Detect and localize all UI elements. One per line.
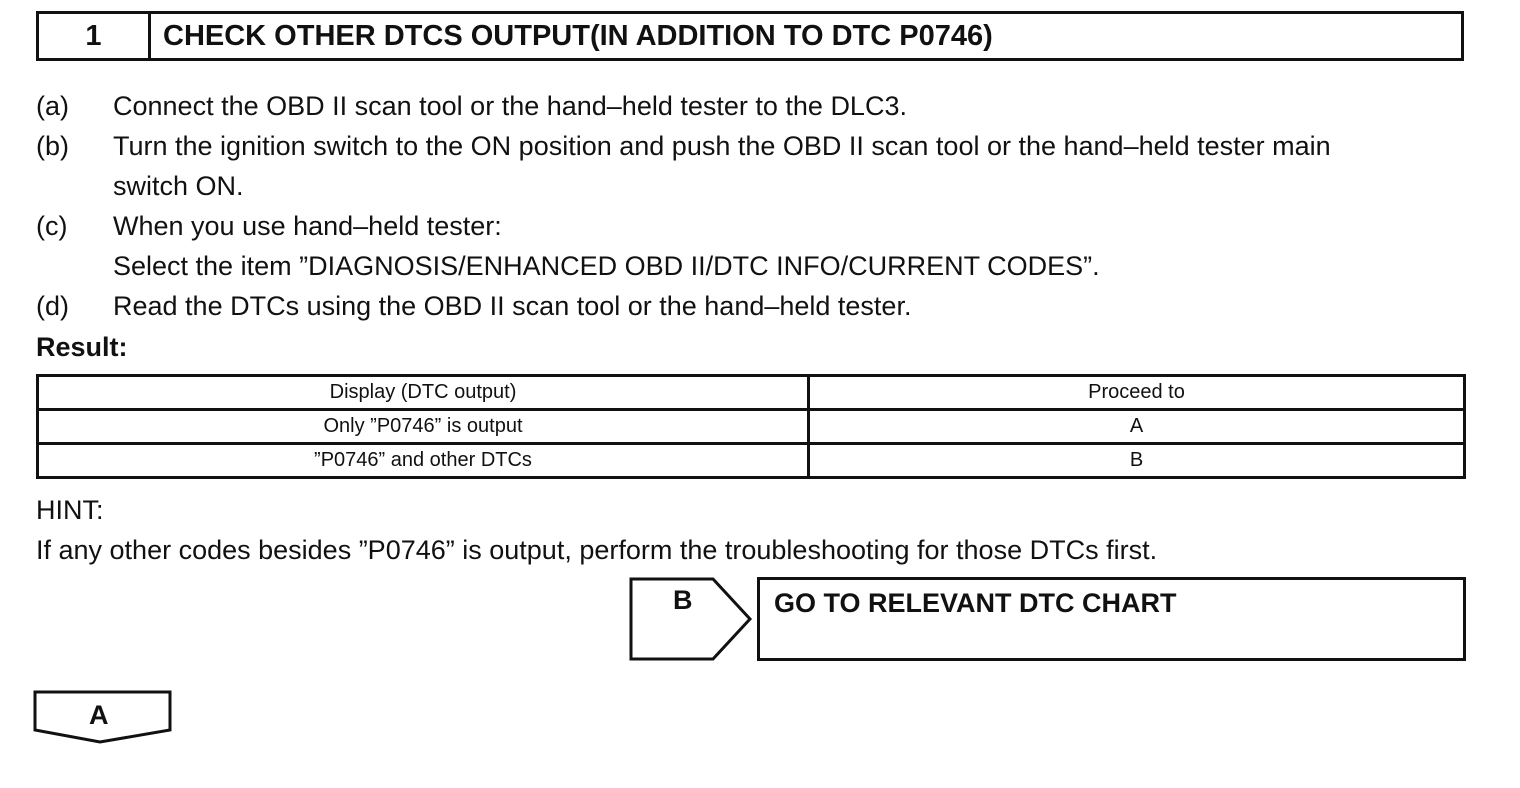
procedure-line: Read the DTCs using the OBD II scan tool or the hand–held tester. [113, 291, 912, 321]
procedure-text [113, 86, 1476, 126]
procedure-text [113, 126, 1476, 206]
procedure-line: When you use hand–held tester: [113, 211, 502, 241]
branch-b-action: GO TO RELEVANT DTC CHART [757, 577, 1466, 661]
branch-a-label: A [89, 700, 109, 730]
branch-b-label: B [673, 585, 693, 615]
table-row [38, 444, 1465, 478]
step-title: CHECK OTHER DTCS OUTPUT(IN ADDITION TO DTC P0746) [163, 19, 993, 52]
procedure-line: Turn the ignition switch to the ON position and push the OBD II scan tool or the hand–held tester main [113, 131, 1331, 161]
procedure-item-b [36, 126, 1476, 206]
procedure-label: (d) [36, 291, 69, 321]
procedure-label: (a) [36, 91, 69, 121]
step-header [36, 11, 1464, 61]
branch-a-arrow [33, 690, 173, 746]
column-header-proceed: Proceed to [809, 376, 1465, 410]
procedure-text [113, 206, 1476, 286]
table-cell-display: ”P0746” and other DTCs [38, 444, 809, 478]
column-header-display: Display (DTC output) [38, 376, 809, 410]
procedure-line: Select the item ”DIAGNOSIS/ENHANCED OBD II/DTC INFO/CURRENT CODES”. [113, 251, 1100, 281]
procedure-line: switch ON. [113, 171, 244, 201]
hint-label: HINT: [36, 495, 104, 525]
procedure-line: Connect the OBD II scan tool or the hand–held tester to the DLC3. [113, 91, 907, 121]
procedure-list [36, 86, 1476, 326]
procedure-item-d [36, 286, 1476, 326]
table-row [38, 410, 1465, 444]
procedure-item-c [36, 206, 1476, 286]
hint-text: If any other codes besides ”P0746” is output, perform the troubleshooting for those DTCs first. [36, 535, 1158, 565]
table-header-row [38, 376, 1465, 410]
table-cell-proceed: B [809, 444, 1465, 478]
step-number: 1 [39, 14, 151, 58]
result-table [36, 374, 1466, 479]
procedure-label: (c) [36, 211, 68, 241]
table-cell-display: Only ”P0746” is output [38, 410, 809, 444]
procedure-label: (b) [36, 131, 69, 161]
procedure-text [113, 286, 1476, 326]
table-cell-proceed: A [809, 410, 1465, 444]
result-label: Result: [36, 332, 128, 362]
procedure-item-a [36, 86, 1476, 126]
branch-b-arrow [629, 577, 753, 661]
